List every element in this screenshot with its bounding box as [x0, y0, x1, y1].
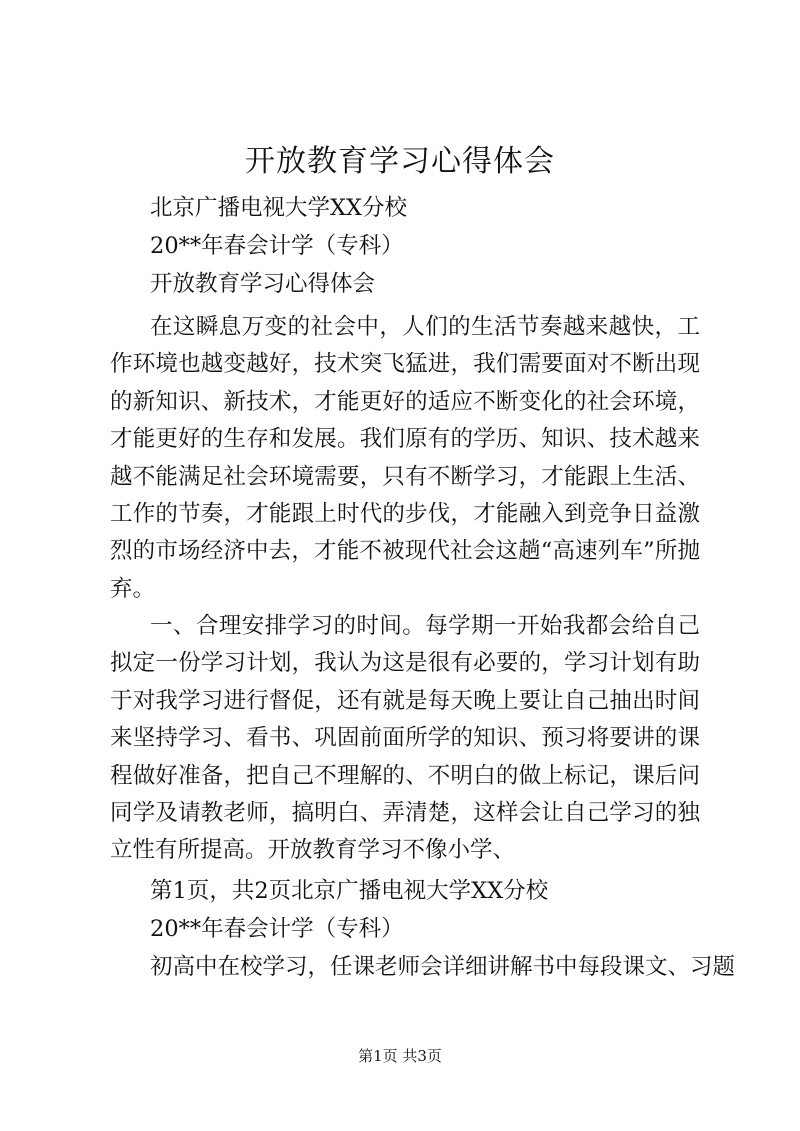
inline-page-marker: 第1页，共2页北京广播电视大学XX分校: [150, 878, 549, 904]
class-info-repeat: 20**年春会计学（专科）: [150, 916, 404, 942]
page-footer: 第1页 共3页: [358, 1047, 442, 1065]
document-subtitle: 开放教育学习心得体会: [150, 271, 376, 297]
body-paragraph-3-start: 初高中在校学习，任课老师会详细讲解书中每段课文、习题: [150, 954, 736, 980]
body-paragraph-2: 一、合理安排学习的时间。每学期一开始我都会给自己拟定一份学习计划，我认为这是很有必要的，学习计划有助于对我学习进行督促，还有就是每天晚上要让自己抽出时间来坚持学习、看书、巩固前面所学的知识、预习将要讲的课程做好准备，把自己不理解的、不明白的做上标记，课后问同学及请教老师，搞明白、弄清楚，这样会让自己学习的独立性有所提高。开放教育学习不像小学、: [110, 613, 700, 864]
document-title: 开放教育学习心得体会: [245, 144, 555, 179]
school-name: 北京广播电视大学XX分校: [150, 195, 408, 221]
body-paragraph-1: 在这瞬息万变的社会中，人们的生活节奏越来越快，工作环境也越变越好，技术突飞猛进，我们需要面对不断出现的新知识、新技术，才能更好的适应不断变化的社会环境，才能更好的生存和发展。我们原有的学历、知识、技术越来越不能满足社会环境需要，只有不断学习，才能跟上生活、工作的节奏，才能跟上时代的步伐，才能融入到竞争日益激烈的市场经济中去，才能不被现代社会这趟“高速列车”所抛弃。: [110, 314, 700, 602]
class-info: 20**年春会计学（专科）: [150, 233, 404, 259]
